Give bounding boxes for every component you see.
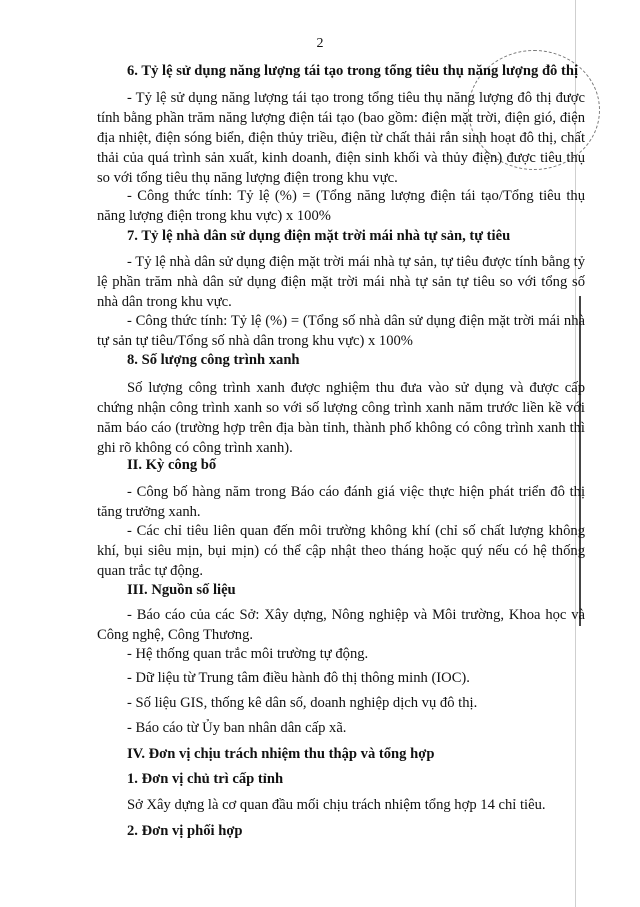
heading-6: 6. Tỷ lệ sử dụng năng lượng tái tạo trong tổng tiêu thụ năng lượng đô thị bbox=[127, 63, 579, 79]
heading-IV-1: 1. Đơn vị chủ trì cấp tỉnh bbox=[127, 771, 284, 787]
paragraph-6a: - Tỷ lệ sử dụng năng lượng tái tạo trong tổng tiêu thụ năng lượng đô thị được tính bằng phần trăm năng lượng điện tái tạo (bao gồm: điện mặt trời, điện gió, điện địa nhiệt, điện sóng biển, điện thủy triều, điện từ chất thải rắn sinh hoạt đô thị, chất thải của quá trình sản xuất, kinh doanh, điện sinh khối và thủy điện) được tiêu thụ so với tổng tiêu thụ năng lượng điện trong khu vực. bbox=[97, 90, 585, 186]
paragraph-7b: - Công thức tính: Tỷ lệ (%) = (Tổng số nhà dân sử dụng điện mặt trời mái nhà tự sản tự tiêu/Tổng số nhà dân trong khu vực) x 100% bbox=[97, 313, 585, 349]
paragraph-IIa: - Công bố hàng năm trong Báo cáo đánh giá việc thực hiện phát triển đô thị tăng trưởng xanh. bbox=[97, 484, 585, 520]
paragraph-IV-1: Sở Xây dựng là cơ quan đầu mối chịu trách nhiệm tổng hợp 14 chỉ tiêu. bbox=[127, 797, 546, 813]
page-number: 2 bbox=[316, 36, 324, 51]
paragraph-IIIe: - Báo cáo từ Ủy ban nhân dân cấp xã. bbox=[127, 720, 347, 736]
paragraph-IIIb: - Hệ thống quan trắc môi trường tự động. bbox=[127, 646, 369, 662]
paragraph-8a: Số lượng công trình xanh được nghiệm thu đưa vào sử dụng và được cấp chứng nhận công trình xanh so với số lượng công trình xanh năm trước liền kề với năm báo cáo (trường hợp trên địa bàn tỉnh, thành phố không có công trình xanh thì ghi rõ không có công trình xanh). bbox=[97, 380, 585, 456]
paragraph-IIIa: - Báo cáo của các Sở: Xây dựng, Nông nghiệp và Môi trường, Khoa học và Công nghệ, Công Thương. bbox=[97, 607, 585, 643]
paragraph-IIb: - Các chỉ tiêu liên quan đến môi trường không khí (chỉ số chất lượng không khí, bụi siêu mịn, bụi mịn) có thể cập nhật theo tháng hoặc quý nếu có hệ thống quan trắc tự động. bbox=[97, 523, 585, 579]
paragraph-6b: - Công thức tính: Tỷ lệ (%) = (Tổng năng lượng điện tái tạo/Tổng tiêu thụ năng lượng điện trong khu vực) x 100% bbox=[97, 188, 585, 224]
heading-IV-2: 2. Đơn vị phối hợp bbox=[127, 823, 243, 839]
paragraph-IIId: - Số liệu GIS, thống kê dân số, doanh nghiệp dịch vụ đô thị. bbox=[127, 695, 478, 711]
paragraph-7a: - Tỷ lệ nhà dân sử dụng điện mặt trời mái nhà tự sản, tự tiêu được tính bằng tỷ lệ phần trăm nhà dân sử dụng điện mặt trời mái nhà tự sản tự tiêu so với tổng số nhà dân trong khu vực. bbox=[97, 254, 585, 310]
heading-III: III. Nguồn số liệu bbox=[127, 582, 236, 598]
paragraph-IIIc: - Dữ liệu từ Trung tâm điều hành đô thị thông minh (IOC). bbox=[127, 670, 470, 686]
heading-IV: IV. Đơn vị chịu trách nhiệm thu thập và tổng hợp bbox=[127, 746, 435, 762]
heading-8: 8. Số lượng công trình xanh bbox=[127, 352, 300, 368]
heading-7: 7. Tỷ lệ nhà dân sử dụng điện mặt trời mái nhà tự sản, tự tiêu bbox=[127, 228, 511, 244]
heading-II: II. Kỳ công bố bbox=[127, 457, 217, 473]
